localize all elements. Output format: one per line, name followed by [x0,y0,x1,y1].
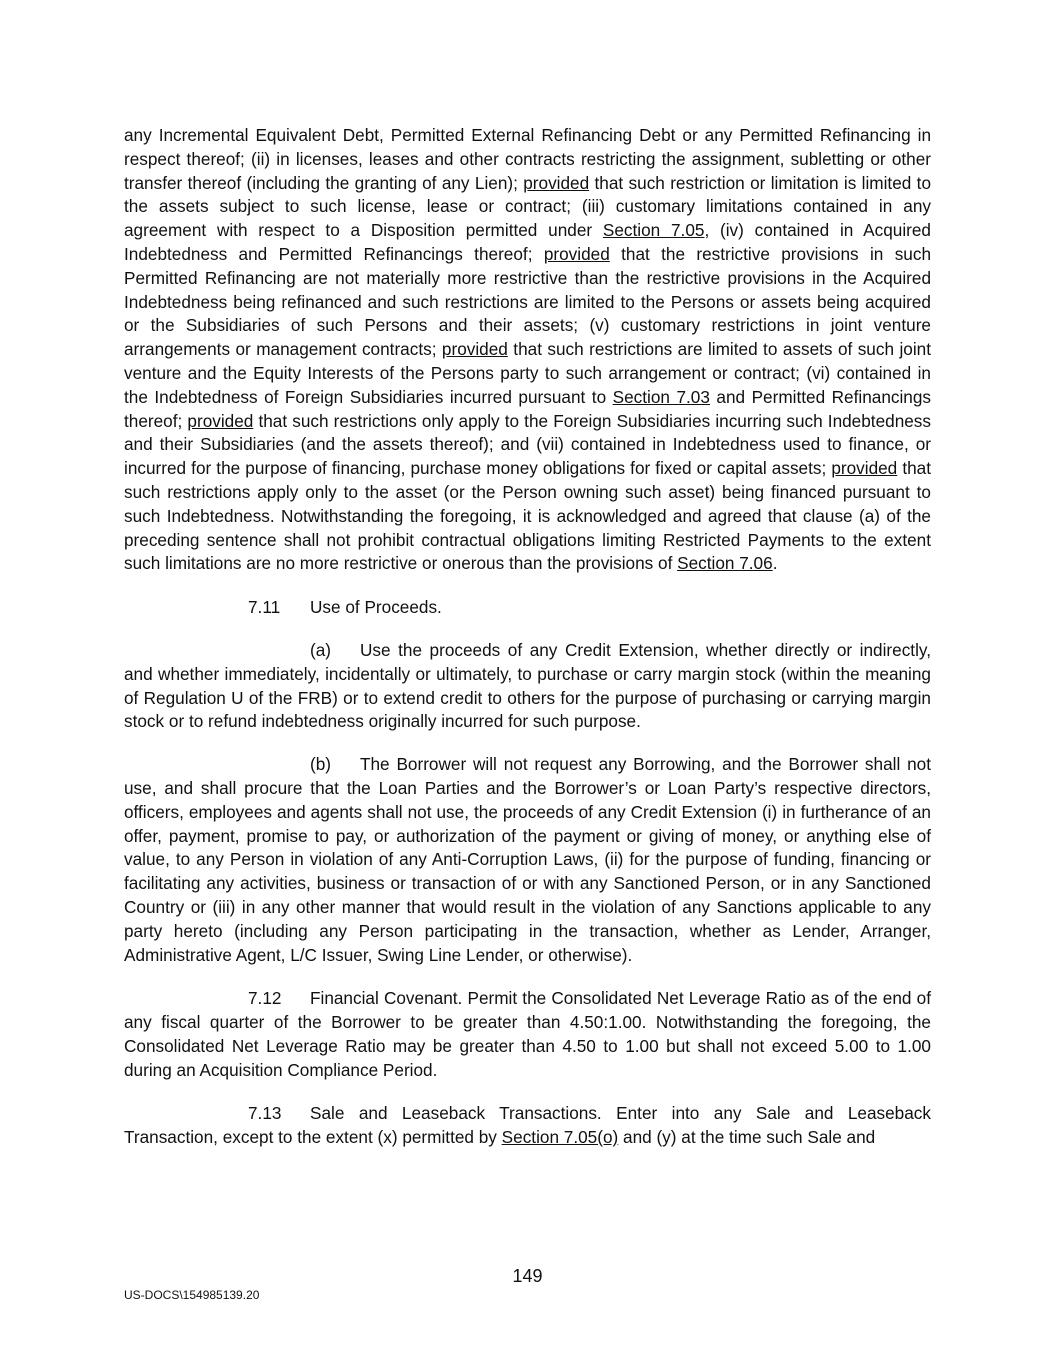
section-title: Use of Proceeds. [310,597,442,618]
section-number: 7.12 [248,988,282,1009]
section-title: Financial Covenant [310,988,458,1009]
text-run: that such restrictions apply only to the asset (or the Person owning such asset) being financed pursuant to such Indebtedness. Notwithstanding the foregoing, it is acknowledged and agreed that clause (a) of the preceding sentence shall not prohibit contractual obligations limiting Restricted Payments to the extent such limitations are no more restrictive or onerous than the provisions of [124,458,931,574]
section-text: . Permit the Consolidated Net Leverage Ratio as of the end of any fiscal quarter of the Borrower to be greater than 4.50:1.00. Notwithstanding the foregoing, the Consolidated Net Leverage Ratio may be greater than 4.50 to 1.00 but shall not exceed 5.00 to 1.00 during an Acquisition Compliance Period. [124,988,931,1080]
provided-term: provided [187,410,254,431]
section-7-13 [124,1102,931,1150]
subsection-a [124,639,931,734]
clause-text: Use the proceeds of any Credit Extension, whether directly or indirectly, and whether immediately, incidentally or ultimately, to purchase or carry margin stock (within the meaning of Regulation U of the FRB) or to extend credit to others for the purpose of purchasing or carrying margin stock or to refund indebtedness originally incurred for such purpose. [124,639,931,732]
section-7-11-heading [124,596,931,620]
document-id: US-DOCS\154985139.20 [124,1288,260,1302]
paragraph-negative-pledge-continuation [124,124,931,576]
section-text: Enter into any Sale and Leaseback Transaction, except to the extent (x) permitted by [124,1103,931,1148]
clause-text: The Borrower will not request any Borrowing, and the Borrower shall not use, and shall procure that the Loan Parties and the Borrower’s or Loan Party’s respective directors, officers, employees and agents shall not use, the proceeds of any Credit Extension (i) in furtherance of an offer, payment, promise to pay, or authorization of the payment or giving of money, or anything else of value, to any Person in violation of any Anti-Corruption Laws, (ii) for the purpose of funding, financing or facilitating any activities, business or transaction of or with any Sanctioned Person, or in any Sanctioned Country or (iii) in any other manner that would result in the violation of any Sanctions applicable to any party hereto (including any Person participating in the transaction, whether as Lender, Arranger, Administrative Agent, L/C Issuer, Swing Line Lender, or otherwise). [124,754,931,965]
text-run: and Permitted Refinancings thereof; [124,386,932,431]
section-7-12 [124,987,931,1082]
text-run: that the restrictive provisions in such Permitted Refinancing are not materially more restrictive than the restrictive provisions in the Acquired Indebtedness being refinanced and such restrictions are limited to the Persons or assets being acquired or the Subsidiaries of such Persons and their assets; (v) customary restrictions in joint venture arrangements or management contracts; [124,243,931,360]
section-reference: Section 7.03 [612,386,710,407]
text-run: that such restriction or limitation is limited to the assets subject to such license, lease or contract; (iii) customary limitations contained in any agreement with respect to a Disposition permitted under [124,172,931,241]
clause-label: (b) [310,754,332,775]
section-reference: Section 7.05 [602,220,705,241]
section-number: 7.13 [248,1103,282,1124]
provided-term: provided [831,458,898,479]
section-number: 7.11 [248,597,281,618]
provided-term: provided [441,339,508,360]
section-text: and (y) at the time such Sale and [618,1127,876,1148]
text-run: . [772,553,778,574]
text-run: that such restrictions are limited to assets of such joint venture and the Equity Interests of the Persons party to such arrangement or contract; (vi) contained in the Indebtedness of Foreign Subsidiaries incurred pursuant to [124,339,931,407]
document-body [124,124,931,1150]
section-reference: Section 7.05(o) [501,1127,619,1148]
text-run: , (iv) contained in Acquired Indebtedness and Permitted Refinancings thereof; [124,220,931,264]
page-number: 149 [512,1266,543,1286]
provided-term: provided [543,243,610,264]
clause-label: (a) [310,639,332,660]
subsection-b [124,753,931,967]
text-run: that such restrictions only apply to the Foreign Subsidiaries incurring such Indebtedness and their Subsidiaries (and the assets thereof); and (vii) contained in Indebtedness used to finance, or incurred for the purpose of financing, purchase money obligations for fixed or capital assets; [124,410,931,479]
section-reference: Section 7.06 [677,553,773,574]
provided-term: provided [523,172,590,193]
section-title: Sale and Leaseback Transactions. [310,1103,602,1124]
text-run: any Incremental Equivalent Debt, Permitted External Refinancing Debt or any Permitted Refinancing in respect thereof; (ii) in licenses, leases and other contracts restricting the assignment, subletting or other transfer thereof (including the granting of any Lien); [124,125,931,193]
